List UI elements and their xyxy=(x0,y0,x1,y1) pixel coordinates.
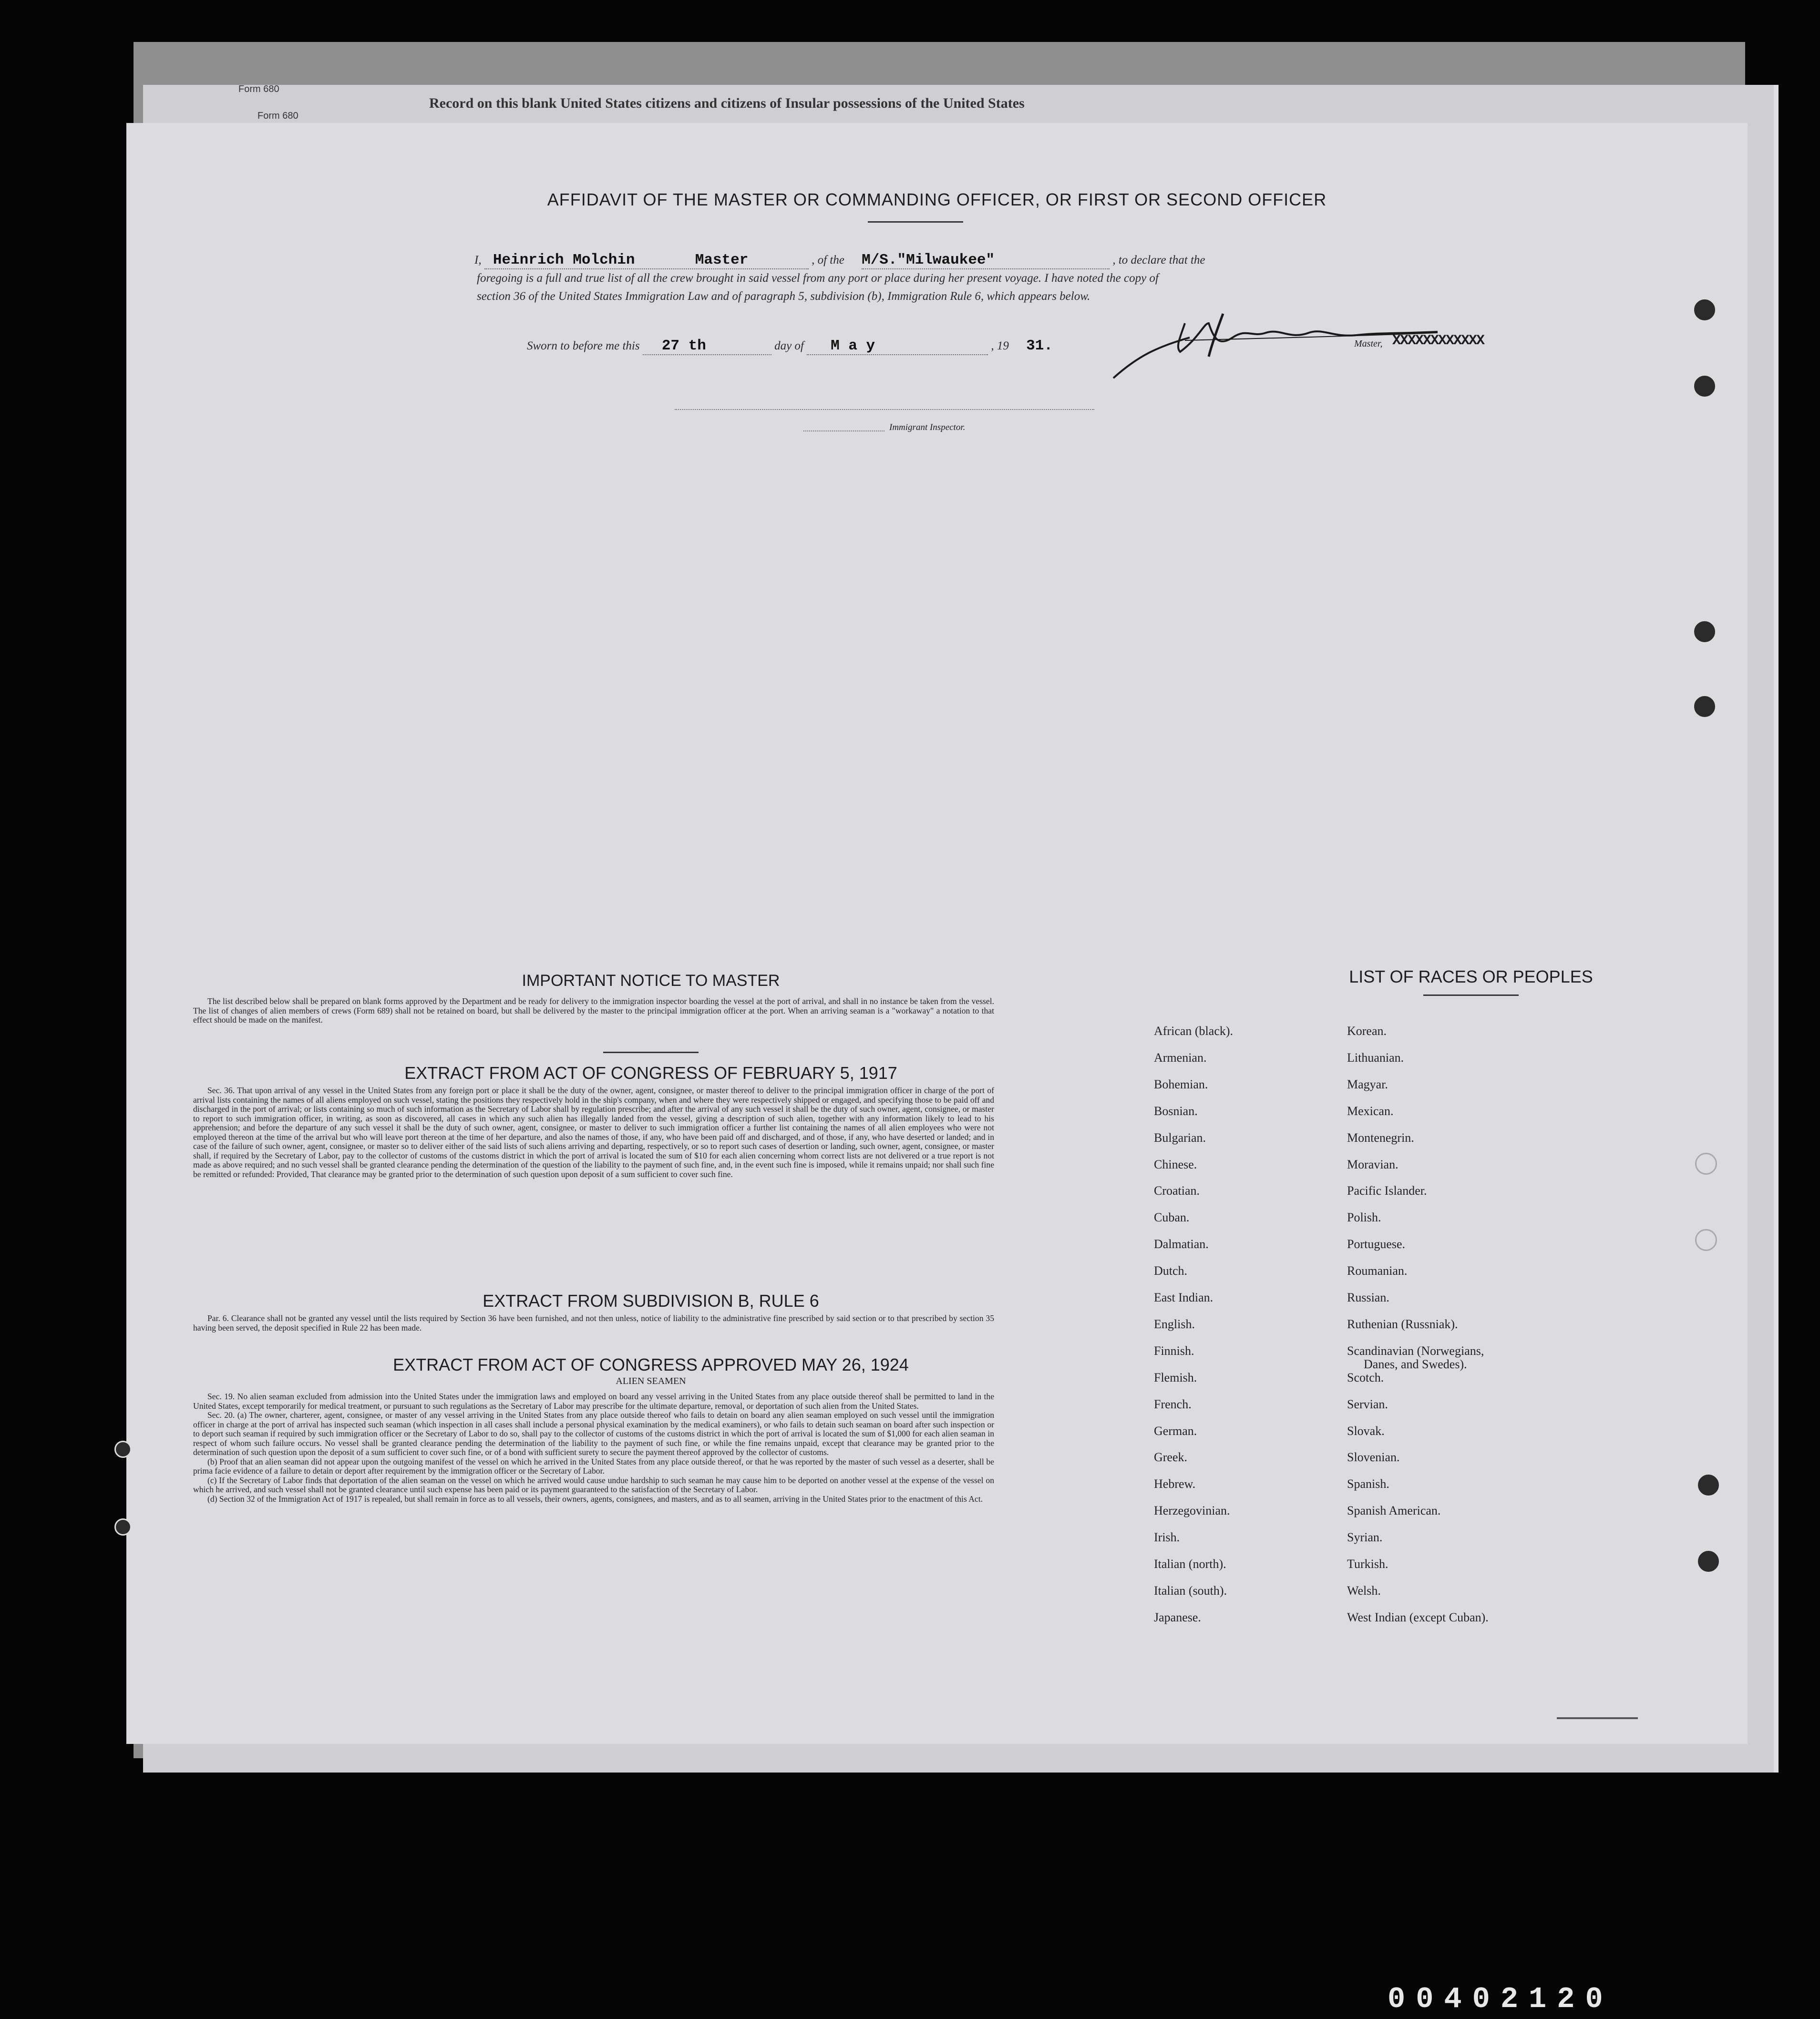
day-of-label: day of xyxy=(774,339,804,352)
race-item: Scandinavian (Norwegians, xyxy=(1347,1343,1484,1358)
race-item: East Indian. xyxy=(1154,1291,1213,1304)
race-item: Armenian. xyxy=(1154,1050,1207,1065)
race-item: Dutch. xyxy=(1154,1264,1188,1278)
inspector-leader xyxy=(803,430,884,431)
race-item: Chinese. xyxy=(1154,1157,1197,1171)
binder-hole-2 xyxy=(1693,374,1717,398)
race-item: Welsh. xyxy=(1347,1583,1381,1598)
race-item: Slovak. xyxy=(1347,1424,1385,1438)
race-item: Irish. xyxy=(1154,1530,1180,1545)
binder-hole-5 xyxy=(1697,1473,1720,1497)
race-item: West Indian (except Cuban). xyxy=(1347,1610,1489,1624)
form-label-back: Form 680 xyxy=(238,84,279,94)
underlying-header-fragment: Record on this blank United States citizens and citizens of Insular possessions of the United States xyxy=(429,95,1025,111)
master-struck-text: XXXXXXXXXXXX xyxy=(1392,333,1484,349)
sec-19-paragraph: Sec. 19. No alien seaman excluded from admission into the United States under the immigration laws and employed on board any vessel arriving in the United States from any place outside thereof shall be permitted to land in the United States, except temporarily for medical treatment, or pursuant to such regulations as the Secretary of Labor may prescribe for the ultimate departure, removal, or deportation of such alien from the United States. xyxy=(193,1392,994,1411)
extract-1917-body xyxy=(193,1086,994,1179)
race-item: Bulgarian. xyxy=(1154,1130,1206,1145)
affidavit-line-2: foregoing is a full and true list of all the crew brought in said vessel from any port or place during her present voyage. I have noted the copy of xyxy=(477,272,1159,285)
film-frame-number: 00402120 xyxy=(1388,1982,1614,2016)
race-item: Cuban. xyxy=(1154,1210,1190,1225)
sworn-prefix: Sworn to before me this xyxy=(527,339,640,352)
race-item: Syrian. xyxy=(1347,1530,1383,1545)
affidavit-line-3: section 36 of the United States Immigration Law and of paragraph 5, subdivision (b), Immigration Rule 6, which appears below. xyxy=(477,290,1090,303)
race-item: Mexican. xyxy=(1347,1104,1394,1118)
title-rule xyxy=(868,221,963,223)
binder-hole-left-2 xyxy=(114,1518,132,1536)
binder-hole-faint-2 xyxy=(1695,1229,1717,1251)
race-item: Finnish. xyxy=(1154,1343,1194,1358)
race-item: Ruthenian (Russniak). xyxy=(1347,1317,1458,1331)
races-rule xyxy=(1423,994,1519,996)
form-label: Form 680 xyxy=(257,111,298,121)
race-item: French. xyxy=(1154,1397,1192,1411)
sworn-year: 31. xyxy=(1026,338,1053,354)
master-name: Heinrich Molchin xyxy=(493,252,635,268)
sworn-day: 27 th xyxy=(661,338,706,354)
race-item: Bosnian. xyxy=(1154,1104,1198,1118)
race-item: Herzegovinian. xyxy=(1154,1504,1230,1518)
master-label: Master, xyxy=(1354,338,1383,349)
race-item: Italian (north). xyxy=(1154,1557,1226,1571)
affidavit-line-1 xyxy=(474,252,1205,269)
binder-hole-left-1 xyxy=(114,1441,132,1458)
race-item: Polish. xyxy=(1347,1210,1381,1225)
alien-seamen-subtitle: ALIEN SEAMEN xyxy=(616,1376,686,1386)
vessel-name: M/S."Milwaukee" xyxy=(862,252,995,268)
race-item: English. xyxy=(1154,1317,1195,1331)
binder-hole-4 xyxy=(1693,695,1717,718)
sworn-month-field xyxy=(807,338,988,355)
binder-hole-1 xyxy=(1693,298,1717,322)
binder-hole-faint-1 xyxy=(1695,1153,1717,1175)
race-item: Spanish American. xyxy=(1347,1504,1441,1518)
race-item: Korean. xyxy=(1347,1024,1387,1038)
race-item: Russian. xyxy=(1347,1291,1389,1304)
notice-paragraph: The list described below shall be prepared on blank forms approved by the Department and be ready for delivery to the immigration inspector boarding the vessel at the port of arrival, and shall in no instance be taken from the vessel. The list of changes of alien members of crews (Form 689) shall not be retained on board, but shall be delivered by the master to the principal immigration officer at the port. When an arriving seaman is a "workaway" a notation to that effect should be made on the manifest. xyxy=(193,996,994,1025)
race-item: Magyar. xyxy=(1347,1077,1388,1091)
race-item: Hebrew. xyxy=(1154,1477,1196,1491)
race-item: Servian. xyxy=(1347,1397,1388,1411)
affidavit-page xyxy=(126,123,1748,1744)
binder-hole-3 xyxy=(1693,620,1717,644)
race-item: Scotch. xyxy=(1347,1370,1384,1384)
extract-rule6-title: EXTRACT FROM SUBDIVISION B, RULE 6 xyxy=(483,1291,819,1311)
affidavit-title: AFFIDAVIT OF THE MASTER OR COMMANDING OFFICER, OR FIRST OR SECOND OFFICER xyxy=(547,190,1327,209)
year-prefix: , 19 xyxy=(991,339,1009,352)
inspector-signature-line xyxy=(675,409,1094,410)
race-item: Montenegrin. xyxy=(1347,1130,1414,1145)
race-item: German. xyxy=(1154,1424,1197,1438)
binder-hole-6 xyxy=(1697,1549,1720,1573)
sec-20c-paragraph: (c) If the Secretary of Labor finds that deportation of the alien seaman on the vessel on which he arrived would cause undue hardship to such seaman he may cause him to be deported on another vessel at the expense of the vessel on which he arrived, and such vessel shall not be granted clearance until such expense has been paid or its payment guaranteed to the satisfaction of the Secretary of Labor. xyxy=(193,1475,994,1494)
sec-20a-paragraph: Sec. 20. (a) The owner, charterer, agent, consignee, or master of any vessel arriving in the United States from any place outside thereof who fails to detain on board any alien seaman employed on such vessel until the immigration officer in charge at the port of arrival has inspected such seaman (which inspection in all cases shall include a personal physical examination by the medical examiners), or who fails to detain such seaman on board after such inspection or to deport such seaman if required by such immigration officer or the Secretary of Labor to do so, shall pay to the collector of customs of the customs district in which the port of arrival is located the sum of $1,000 for each alien seaman in respect of whom such failure occurs. No vessel shall be granted clearance pending the determination of the liability to the payment of such fine, or while the fine remains unpaid, except that clearance may be granted prior to the determination of such question upon the deposit of a sum sufficient to cover such fine, or of a bond with sufficient surety to secure the payment thereof approved by the collector of customs. xyxy=(193,1410,994,1457)
section-36-paragraph: Sec. 36. That upon arrival of any vessel in the United States from any foreign port or place it shall be the duty of the owner, agent, consignee, or master thereof to deliver to the principal immigration officer in charge of the port of arrival lists containing the names of all aliens employed on such vessel, stating the positions they respectively hold in the ship's company, when and where they were respectively shipped or engaged, and specifying those to be paid off and discharged in the port of arrival; or lists containing so much of such information as the Secretary of Labor shall by regulation prescribe; and after the arrival of any such vessel it shall be the duty of such owner, agent, consignee, or master to report to such immigration officer, in writing, as soon as discovered, all cases in which any such alien has illegally landed from the vessel, giving a description of such alien, together with any information likely to lead to his apprehension; and before the departure of any such vessel it shall be the duty of such owner, agent, consignee, or master to deliver to such immigration officer a further list containing the names of all alien employees who were not employed thereon at the time of the arrival but who will leave port thereon at the time of her departure, and also the names of those, if any, who have been paid off and discharged, and of those, if any, who have deserted or landed; and in case of the failure of such owner, agent, consignee, or master so to deliver either of the said lists of such aliens arriving and departing, respectively, or so to report such cases of desertion or landing, such owner, agent, consignee, or master shall, if required by the Secretary of Labor, pay to the collector of customs of the customs district in which the port of arrival is located the sum of $10 for each alien concerning whom correct lists are not delivered or a true report is not made as above required; and no such vessel shall be granted clearance pending the determination of the question of the liability to the payment of such fine, and, in the event such fine is imposed, while it remains unpaid; nor shall such fine be remitted or refunded: Provided, That clearance may be granted prior to the determination of such question upon deposit of a sum sufficient to cover such fine. xyxy=(193,1086,994,1179)
sec-20b-paragraph: (b) Proof that an alien seaman did not appear upon the outgoing manifest of the vessel on which he arrived in the United States from any place outside thereof, or that he was reported by the master of such vessel as a deserter, shall be prima facie evidence of a failure to detain or deport after requirement by the immigration officer or the Secretary of Labor. xyxy=(193,1456,994,1476)
extract-rule6-body xyxy=(193,1314,994,1332)
race-item: Croatian. xyxy=(1154,1184,1200,1198)
of-the-label: , of the xyxy=(812,254,844,266)
par-6-paragraph: Par. 6. Clearance shall not be granted any vessel until the lists required by Section 36 have been furnished, and not then unless, notice of liability to the administrative fine prescribed by said section or to that prescribed by section 35 having been served, the deposit specified in Rule 22 has been made. xyxy=(193,1313,994,1332)
race-item: Turkish. xyxy=(1347,1557,1388,1571)
race-item: Pacific Islander. xyxy=(1347,1184,1427,1198)
bottom-stub-line xyxy=(1557,1717,1638,1719)
race-item: African (black). xyxy=(1154,1024,1234,1038)
notice-body xyxy=(193,997,994,1025)
race-item: Roumanian. xyxy=(1347,1264,1408,1278)
race-item: Danes, and Swedes). xyxy=(1364,1357,1467,1371)
sworn-line xyxy=(527,338,1053,355)
notice-rule xyxy=(603,1052,699,1053)
race-item: Lithuanian. xyxy=(1347,1050,1404,1065)
extract-1924-title: EXTRACT FROM ACT OF CONGRESS APPROVED MAY 26, 1924 xyxy=(393,1355,909,1374)
race-item: Bohemian. xyxy=(1154,1077,1208,1091)
vessel-field xyxy=(862,252,1110,269)
notice-title: IMPORTANT NOTICE TO MASTER xyxy=(522,972,780,990)
race-item: Portuguese. xyxy=(1347,1237,1406,1251)
race-item: Italian (south). xyxy=(1154,1583,1227,1598)
inspector-label: Immigrant Inspector. xyxy=(889,422,966,432)
race-item: Dalmatian. xyxy=(1154,1237,1209,1251)
sec-20d-paragraph: (d) Section 32 of the Immigration Act of 1917 is repealed, but shall remain in force as to all vessels, their owners, agents, consignees, and masters, and as to all seamen, arriving in the United States prior to the enactment of this Act. xyxy=(207,1494,983,1504)
extract-1917-title: EXTRACT FROM ACT OF CONGRESS OF FEBRUARY 5, 1917 xyxy=(404,1063,897,1083)
race-item: Moravian. xyxy=(1347,1157,1398,1171)
prefix-i: I, xyxy=(474,254,482,266)
sworn-day-field xyxy=(643,338,771,355)
race-item: Greek. xyxy=(1154,1450,1188,1465)
extract-1924-body xyxy=(193,1392,994,1504)
sworn-month: M a y xyxy=(831,338,875,354)
declare-label: , to declare that the xyxy=(1112,254,1205,266)
race-item: Flemish. xyxy=(1154,1370,1197,1384)
race-item: Slovenian. xyxy=(1347,1450,1400,1465)
race-item: Spanish. xyxy=(1347,1477,1389,1491)
race-item: Japanese. xyxy=(1154,1610,1201,1624)
master-name-field xyxy=(484,252,809,269)
races-title: LIST OF RACES OR PEOPLES xyxy=(1349,967,1593,986)
master-rank: Master xyxy=(695,252,749,268)
